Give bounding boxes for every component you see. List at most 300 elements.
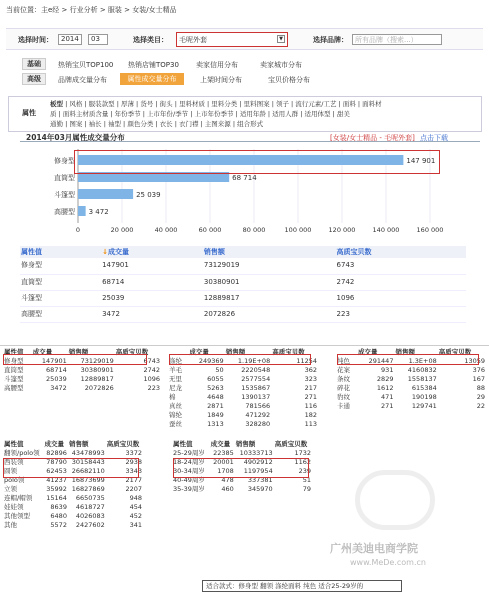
table-cell: 16873699: [71, 476, 105, 484]
table-cell: 345970: [247, 485, 273, 493]
column-header: 销售额: [68, 440, 89, 448]
table-row: [3, 512, 143, 521]
attribute-label: 属性: [22, 109, 36, 117]
table-cell: 6650735: [75, 494, 105, 502]
table-cell: 223: [147, 384, 160, 392]
table-row: [168, 384, 318, 393]
attribute-link[interactable]: 领子: [275, 100, 289, 108]
table-cell: 4618727: [75, 503, 105, 511]
table-cell: 291447: [368, 357, 394, 365]
separator: |: [265, 110, 273, 118]
category-label: 选择类目：: [133, 36, 168, 44]
table-cell: 43478993: [71, 449, 105, 457]
table-row: [336, 375, 486, 384]
x-tick-label: 40 000: [154, 226, 178, 234]
attribute-link[interactable]: 袖型: [107, 120, 121, 128]
tab-attribute-volume[interactable]: 属性成交量分布: [120, 73, 184, 85]
table-row: [3, 449, 143, 458]
column-header: 属性值: [4, 348, 24, 356]
table-cell: 1732: [294, 449, 311, 457]
attribute-link[interactable]: 板型: [50, 100, 63, 108]
table-cell: 6055: [207, 375, 224, 383]
separator: |: [82, 100, 89, 108]
attribute-link[interactable]: 衣长: [159, 120, 173, 128]
table-row: [3, 503, 143, 512]
logo-watermark-icon: [355, 470, 435, 530]
highlight-t2: [169, 354, 311, 365]
category-label: 直筒型: [54, 174, 75, 182]
table-cell: 高腰型: [4, 384, 24, 392]
separator: |: [133, 100, 141, 108]
table-cell: 249369: [198, 357, 224, 365]
separator: |: [330, 110, 337, 118]
table-cell: 30380901: [203, 277, 240, 286]
column-header: 销售额: [235, 440, 256, 448]
table-cell: 6480: [50, 512, 67, 520]
table-cell: 50: [215, 366, 224, 374]
attribute-link[interactable]: 通勤: [50, 120, 63, 128]
table-cell: 西装领: [4, 458, 24, 466]
table-row: [20, 306, 466, 322]
attribute-link[interactable]: 适用人群: [272, 110, 299, 118]
table-cell: 2207: [125, 485, 142, 493]
separator: |: [108, 110, 115, 118]
table-row: [168, 393, 318, 402]
table-cell: 羊毛: [169, 366, 182, 374]
table-cell: 1162: [294, 458, 311, 466]
attribute-link[interactable]: 适用体型: [304, 110, 331, 118]
table-cell: 3372: [125, 449, 142, 457]
column-header: 销售额: [225, 348, 246, 356]
table-cell: 斗篷型: [4, 375, 24, 383]
data-label: 3 472: [88, 208, 109, 216]
tab-brand-volume[interactable]: 品牌成交量分布: [58, 76, 107, 84]
table-cell: 8639: [50, 503, 67, 511]
column-header: 成交量: [189, 348, 209, 356]
table-cell: 豹纹: [337, 393, 350, 401]
table-cell: 1.3E+08: [408, 357, 437, 365]
table-cell: 2742: [143, 366, 160, 374]
table-cell: 2938: [125, 458, 142, 466]
table-cell: 5572: [50, 521, 67, 529]
table-cell: 30-34周岁: [173, 467, 205, 475]
table-cell: 真丝: [169, 402, 182, 410]
table-row: [20, 290, 466, 306]
separator: |: [120, 120, 128, 128]
table-cell: 82896: [46, 449, 67, 457]
tab-hot-shops[interactable]: 热销店铺TOP30: [128, 61, 179, 69]
bar: [78, 206, 86, 216]
table-cell: 12889817: [80, 375, 114, 383]
table-cell: 68714: [102, 277, 125, 286]
table-cell: 35992: [46, 485, 67, 493]
table-cell: 纯色: [337, 357, 350, 365]
separator: |: [233, 110, 240, 118]
table-cell: 1849: [207, 411, 224, 419]
table-cell: 尼龙: [169, 384, 182, 392]
table-cell: 18-24周岁: [173, 458, 205, 466]
brand-label: 选择品牌：: [313, 36, 348, 44]
x-tick-label: 100 000: [284, 226, 312, 234]
table-cell: 涤纶: [169, 357, 182, 365]
table-row: [168, 366, 318, 375]
table-cell: 2177: [125, 476, 142, 484]
x-tick-label: 60 000: [198, 226, 222, 234]
table-cell: 73129019: [80, 357, 114, 365]
table-cell: 51: [302, 476, 311, 484]
table-cell: 271: [381, 402, 394, 410]
table-row: [3, 366, 161, 375]
table-cell: 615384: [411, 384, 437, 392]
attribute-link[interactable]: 袖长: [88, 120, 102, 128]
tab-price-distribution[interactable]: 宝贝价格分布: [268, 76, 310, 84]
table-cell: 190198: [411, 393, 437, 401]
table-row: [168, 420, 318, 429]
attribute-row-2: [50, 109, 478, 119]
tab-group-basic: 基础: [22, 58, 46, 70]
main-table: [20, 246, 466, 323]
table-cell: 323: [304, 375, 317, 383]
table-cell: 40-49周岁: [173, 476, 205, 484]
table-cell: 6743: [336, 261, 355, 270]
attribute-link[interactable]: 服装款型: [88, 100, 115, 108]
watermark-school: 广州美迪电商学院: [330, 542, 418, 555]
table-row: [3, 375, 161, 384]
table-row: [336, 393, 486, 402]
table-cell: 2742: [336, 277, 355, 286]
table-cell: 3472: [102, 309, 120, 318]
table-cell: 条纹: [337, 375, 350, 383]
table-cell: 圆领: [4, 467, 17, 475]
attribute-link[interactable]: 风格: [69, 100, 83, 108]
separator: |: [355, 100, 363, 108]
table-cell: 88: [476, 384, 485, 392]
attribute-links: [50, 99, 478, 129]
x-tick-label: 120 000: [328, 226, 356, 234]
separator: |: [140, 110, 147, 118]
table-cell: 68714: [46, 366, 67, 374]
table-cell: 362: [304, 366, 317, 374]
separator: |: [288, 100, 296, 108]
table-row: [3, 485, 143, 494]
col-quality[interactable]: 高质宝贝数: [336, 247, 372, 256]
table-row: [336, 402, 486, 411]
table-cell: 35-39周岁: [173, 485, 205, 493]
separator: |: [230, 120, 238, 128]
table-cell: 10333713: [239, 449, 273, 457]
attribute-link[interactable]: 组合形式: [237, 120, 264, 128]
separator: |: [114, 100, 121, 108]
separator: |: [172, 100, 179, 108]
table-cell: 2829: [376, 375, 394, 383]
table-cell: 11254: [296, 357, 317, 365]
table-cell: 无里: [169, 375, 182, 383]
table-cell: 1096: [143, 375, 160, 383]
table-cell: 立领: [4, 485, 17, 493]
table-cell: 斗篷型: [21, 293, 42, 302]
table-cell: 454: [129, 503, 142, 511]
watermark-url: www.MeDe.com.cn: [350, 558, 426, 567]
chart-divider: [20, 141, 480, 142]
arrow-down-icon: ↓: [102, 247, 108, 256]
table-cell: 1558137: [407, 375, 437, 383]
table-cell: 修身型: [21, 261, 42, 270]
column-header: 高质宝贝数: [438, 348, 472, 356]
col-attr[interactable]: 属性值: [21, 247, 42, 256]
attribute-link[interactable]: 街头: [159, 100, 173, 108]
table-cell: 478: [221, 476, 234, 484]
category-label: 修身型: [54, 157, 75, 165]
attribute-link[interactable]: 流行元素/工艺: [295, 100, 337, 108]
table-cell: 948: [129, 494, 142, 502]
tab-hot-items[interactable]: 热销宝贝TOP100: [58, 61, 114, 69]
table-cell: 3343: [125, 467, 142, 475]
table-cell: 15164: [46, 494, 67, 502]
chart-tag: [女装/女士精品 - 毛呢外套]: [330, 134, 415, 142]
x-tick-label: 160 000: [416, 226, 444, 234]
table-cell: 341: [129, 521, 142, 529]
separator: |: [336, 100, 343, 108]
table-cell: 1612: [376, 384, 394, 392]
download-link[interactable]: 点击下载: [420, 134, 448, 142]
table-row: [168, 402, 318, 411]
table-cell: 1708: [217, 467, 234, 475]
table-header-row: [172, 440, 312, 449]
table-cell: 1535867: [241, 384, 271, 392]
table-row: [172, 485, 312, 494]
table-cell: 1.19E+08: [237, 357, 271, 365]
table-cell: 116: [304, 402, 317, 410]
table-cell: 223: [336, 309, 350, 318]
category-label: 高腰型: [54, 208, 75, 216]
table-cell: 直筒型: [4, 366, 24, 374]
attribute-row-1: [50, 99, 478, 109]
table-cell: 3472: [50, 384, 67, 392]
time-label: 选择时间：: [18, 36, 53, 44]
table-cell: 2871: [207, 402, 224, 410]
attribute-link[interactable]: 颜色分类: [127, 120, 154, 128]
brand-search-input[interactable]: 所有品牌（搜索...）: [352, 34, 442, 45]
table-cell: 239: [298, 467, 311, 475]
table-cell: 167: [472, 375, 485, 383]
table-collar: [3, 440, 143, 530]
table-cell: 452: [129, 512, 142, 520]
data-label: 147 901: [406, 157, 436, 165]
table-cell: 460: [221, 485, 234, 493]
attribute-link[interactable]: 厚薄: [120, 100, 134, 108]
separator: |: [63, 120, 70, 128]
column-header: 销售额: [395, 348, 415, 356]
attribute-link[interactable]: 衣门襟: [178, 120, 199, 128]
table-cell: 其他: [4, 521, 17, 529]
table-cell: 328280: [245, 420, 271, 428]
tab-group-advanced: 高级: [22, 73, 46, 85]
highlight-t3: [337, 354, 479, 365]
column-header: 属性值: [173, 440, 193, 448]
attribute-link[interactable]: 里料分类: [211, 100, 238, 108]
table-cell: 113: [304, 420, 317, 428]
year-select[interactable]: 2014: [58, 34, 82, 45]
data-label: 25 039: [136, 191, 161, 199]
table-row: [3, 494, 143, 503]
attribute-link[interactable]: 里料图案: [243, 100, 270, 108]
separator: |: [198, 120, 205, 128]
attribute-link[interactable]: 适用年龄: [239, 110, 266, 118]
table-cell: 16827869: [71, 485, 105, 493]
table-cell: 147901: [41, 357, 67, 365]
table-row: [336, 384, 486, 393]
table-cell: 2220548: [241, 366, 271, 374]
table-cell: 13059: [464, 357, 485, 365]
column-header: 高质宝贝数: [274, 440, 308, 448]
table-cell: 2072826: [84, 384, 114, 392]
x-tick-label: 20 000: [110, 226, 134, 234]
column-header: 高质宝贝数: [106, 440, 140, 448]
table-cell: 棉: [169, 393, 176, 401]
table-cell: 碎花: [337, 384, 350, 392]
table-cell: 22385: [213, 449, 234, 457]
table-row: [172, 449, 312, 458]
attribute-link[interactable]: 质: [50, 110, 57, 118]
data-label: 68 714: [232, 174, 257, 182]
table-cell: 4160832: [407, 366, 437, 374]
table-cell: 蚕丝: [169, 420, 182, 428]
table-cell: 78790: [46, 458, 67, 466]
column-header: 成交量: [32, 348, 53, 356]
tab-listing-time[interactable]: 上架时间分布: [200, 76, 242, 84]
table-cell: 30158443: [71, 458, 105, 466]
table-cell: 卡通: [337, 402, 350, 410]
attribute-link[interactable]: 面料: [342, 100, 356, 108]
attribute-link[interactable]: 主图来源: [204, 120, 231, 128]
category-label: 斗篷型: [54, 191, 75, 199]
table-cell: 79: [302, 485, 311, 493]
col-sales[interactable]: 销售额: [203, 247, 225, 256]
attribute-link[interactable]: 年份季节: [114, 110, 141, 118]
table-cell: 其他领型: [4, 512, 30, 520]
separator: |: [172, 120, 179, 128]
separator: |: [82, 120, 89, 128]
table-cell: 4026083: [75, 512, 105, 520]
attribute-link[interactable]: 上市年份/季节: [146, 110, 189, 118]
table-cell: 花案: [337, 366, 350, 374]
table-cell: 471: [381, 393, 394, 401]
table-row: [20, 274, 466, 290]
table-cell: 1313: [207, 420, 224, 428]
table-cell: 29: [476, 393, 485, 401]
attribute-link[interactable]: 甜美: [336, 110, 350, 118]
table-cell: 62453: [46, 467, 67, 475]
attribute-link[interactable]: 面料主材质含量: [62, 110, 109, 118]
chart-title: 2014年03月属性成交量分布: [26, 133, 125, 142]
summary-box: 适合款式：修身型 翻领 涤纶面料 纯色 适合25-29岁的: [202, 580, 402, 592]
table-cell: 20001: [213, 458, 234, 466]
table-cell: 26682110: [71, 467, 105, 475]
table-cell: 1390137: [241, 393, 271, 401]
x-tick-label: 80 000: [242, 226, 266, 234]
column-header: 成交量: [210, 440, 231, 448]
column-header: 成交量: [44, 440, 64, 448]
table-cell: 娃娃领: [4, 503, 24, 511]
chevron-down-icon: ▼: [277, 35, 285, 43]
separator: |: [101, 120, 108, 128]
column-header: 高质宝贝数: [115, 348, 149, 356]
table-cell: 锦纶: [169, 411, 182, 419]
separator: |: [237, 100, 244, 108]
table-cell: 471292: [245, 411, 271, 419]
table-cell: 147901: [102, 261, 129, 270]
highlight-t1: [3, 354, 147, 365]
table-cell: 41237: [46, 476, 67, 484]
attribute-link[interactable]: 面料材: [362, 100, 382, 108]
separator: |: [204, 100, 212, 108]
table-cell: 4902912: [243, 458, 273, 466]
table-header-row: [3, 440, 143, 449]
attribute-link[interactable]: 图案: [69, 120, 83, 128]
table-cell: 4648: [207, 393, 224, 401]
attribute-row-3: [50, 119, 478, 129]
table-cell: 修身型: [4, 357, 24, 365]
separator: |: [63, 100, 70, 108]
table-row: [3, 521, 143, 530]
table-cell: 30380901: [80, 366, 114, 374]
table-cell: 217: [304, 384, 317, 392]
section-divider: [0, 345, 489, 346]
table-cell: 2072826: [203, 309, 236, 318]
highlight-top-bar: [74, 150, 440, 174]
table-cell: 12889817: [203, 293, 240, 302]
column-header: 高质宝贝数: [272, 348, 305, 356]
category-select[interactable]: 毛呢外套 ▼: [176, 32, 288, 47]
table-cell: 直筒型: [21, 277, 42, 286]
table-cell: polo领: [4, 476, 25, 484]
table-cell: 337381: [247, 476, 273, 484]
separator: |: [153, 120, 160, 128]
table-cell: 25-29周岁: [173, 449, 205, 457]
attribute-link[interactable]: 货号: [140, 100, 154, 108]
column-header: 成交量: [357, 348, 378, 356]
column-header: 属性值: [4, 440, 24, 448]
table-cell: 高腰型: [21, 309, 42, 318]
table-row: [20, 258, 466, 274]
table-cell: 连帽/帽领: [4, 494, 33, 502]
table-cell: 73129019: [203, 261, 240, 270]
table-cell: 781566: [245, 402, 271, 410]
table-row: [168, 411, 318, 420]
bar: [78, 189, 133, 199]
table-cell: 2577554: [241, 375, 271, 383]
column-header: 销售额: [68, 348, 89, 356]
table-cell: 2427602: [75, 521, 105, 529]
table-cell: 182: [304, 411, 317, 419]
table-row: [3, 384, 161, 393]
attribute-link[interactable]: 上市年份季节: [194, 110, 234, 118]
table-cell: 22: [476, 402, 485, 410]
tab-seller-city[interactable]: 卖家城市分布: [260, 61, 302, 69]
table-cell: 6743: [143, 357, 160, 365]
table-row: [336, 366, 486, 375]
col-volume[interactable]: ↓成交量: [102, 247, 129, 256]
table-cell: 翻领/polo领: [4, 449, 40, 457]
tab-seller-credit[interactable]: 卖家信用分布: [196, 61, 238, 69]
attribute-link[interactable]: 里料材质: [178, 100, 205, 108]
breadcrumb: 当前位置：主e经 > 行业分析 > 服装 > 女装/女士精品: [6, 6, 177, 14]
table-cell: 931: [381, 366, 394, 374]
x-tick-label: 0: [75, 226, 81, 234]
month-select[interactable]: 03: [88, 34, 108, 45]
table-cell: 25039: [102, 293, 125, 302]
table-cell: 271: [304, 393, 317, 401]
